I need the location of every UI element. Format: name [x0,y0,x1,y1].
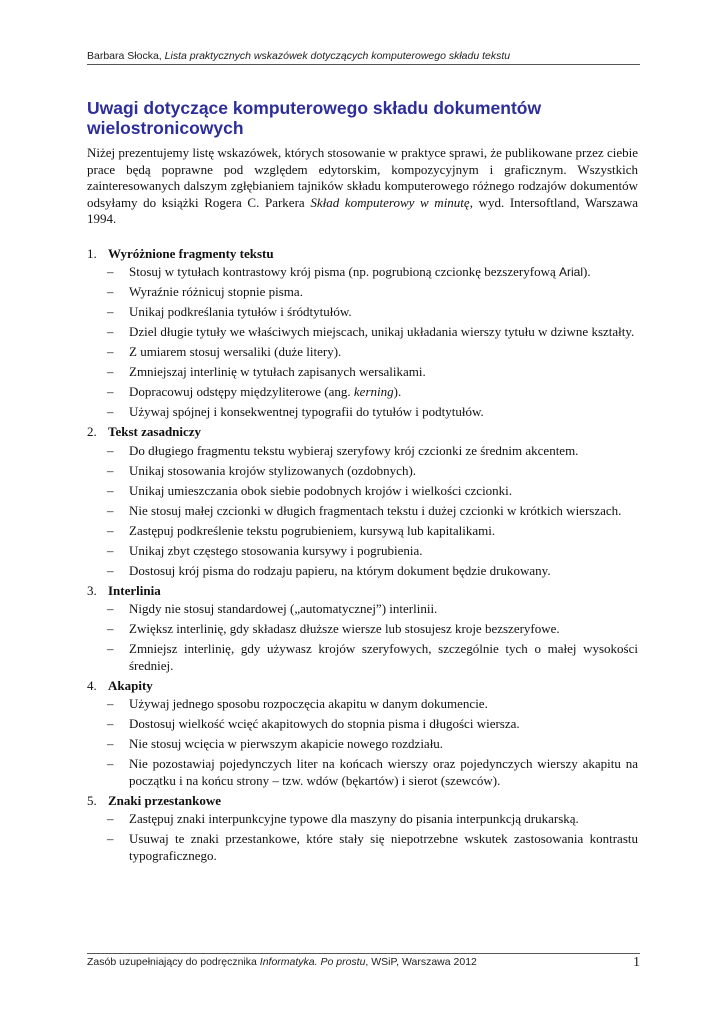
item-text: Używaj jednego sposobu rozpoczęcia akapitu w danym dokumencie. [129,696,488,711]
dash-bullet: – [107,284,114,299]
guidelines-list [87,246,638,865]
list-item [87,463,638,480]
section-heading [87,246,638,263]
item-text: Zastępuj znaki interpunkcyjne typowe dla maszyny do pisania interpunkcją drukarską. [129,811,579,826]
intro-text: Niżej prezentujemy listę wskazówek, których stosowanie w praktyce sprawi, że publikowane przez ciebie prace będą poprawne pod względem edytorskim, kompozycyjnym i graficznym. Wszystkich zainteresowanych dalszym zgłębianiem tajników składu komputerowego różnego rodzajów dokumentów odsyłamy do książki Rogera C. Parkera [87,145,638,210]
list-item [87,324,638,341]
list-item [87,696,638,713]
list-item [87,344,638,361]
list-item [87,443,638,460]
running-header [87,50,640,65]
item-text: Unikaj stosowania krojów stylizowanych (ozdobnych). [129,462,417,478]
dash-bullet: – [107,811,114,826]
item-font-example: Arial [558,265,583,279]
dash-bullet: – [107,344,114,359]
item-text: Dziel długie tytuły we właściwych miejscach, unikaj układania wierszy tytułu w dziwne kształty. [129,324,635,339]
item-text-end: ). [393,384,402,399]
page-number: 1 [633,955,640,970]
item-text: Zmniejszaj interlinię w tytułach zapisanych wersalikami. [129,364,426,379]
item-text: Zastępuj podkreślenie tekstu pogrubieniem, kursywą lub kapitalikami. [129,522,496,538]
list-item [87,716,638,733]
item-text: Stosuj w tytułach kontrastowy krój pisma (np. pogrubioną czcionkę bezszeryfową [129,264,559,279]
list-item [87,811,638,828]
guideline-section [87,246,638,421]
section-number: 4. [87,677,97,693]
dash-bullet: – [107,462,114,478]
dash-bullet: – [107,542,114,558]
dash-bullet: – [107,621,114,636]
list-item [87,641,638,674]
document-title: Uwagi dotyczące komputerowego składu dokumentów wielostronicowych [87,98,542,138]
guideline-section [87,678,638,790]
section-items [87,443,638,580]
intro-paragraph [87,145,638,228]
item-text: Nie stosuj małej czcionki w długich fragmentach tekstu i dużej czcionki w krótkich wierszach. [129,502,622,518]
list-item [87,621,638,638]
list-item [87,756,638,789]
guideline-section [87,793,638,865]
dash-bullet: – [107,831,114,846]
section-number: 5. [87,792,97,808]
section-title: Wyróżnione fragmenty tekstu [108,245,274,261]
list-item [87,304,638,321]
item-term: kerning [353,384,394,399]
list-item [87,364,638,381]
dash-bullet: – [107,641,114,656]
dash-bullet: – [107,716,114,731]
dash-bullet: – [107,502,114,518]
item-text: Do długiego fragmentu tekstu wybieraj szeryfowy krój czcionki ze średnim akcentem. [129,442,579,458]
footer-text-end: , WSiP, Warszawa 2012 [365,956,477,968]
footer-book-title: Informatyka. Po prostu [259,956,366,968]
item-text: Nie stosuj wcięcia w pierwszym akapicie nowego rozdziału. [129,736,444,751]
section-items [87,811,638,864]
dash-bullet: – [107,696,114,711]
item-text: Używaj spójnej i konsekwentnej typografii do tytułów i podtytułów. [129,404,484,419]
dash-bullet: – [107,736,114,751]
item-text: Usuwaj te znaki przestankowe, które stały się niepotrzebne wskutek zastosowania kontrastu typograficznego. [129,831,638,863]
section-heading [87,678,638,695]
item-text: Z umiarem stosuj wersaliki (duże litery). [129,344,342,359]
dash-bullet: – [107,562,114,578]
list-item [87,543,638,560]
list-item [87,523,638,540]
list-item [87,284,638,301]
item-text: Dostosuj krój pisma do rodzaju papieru, na którym dokument będzie drukowany. [129,562,551,578]
footer-text: Zasób uzupełniający do podręcznika [87,956,260,968]
section-items [87,601,638,674]
item-text: Wyraźnie różnicuj stopnie pisma. [129,284,303,299]
section-title: Tekst zasadniczy [108,424,202,439]
dash-bullet: – [107,324,114,339]
dash-bullet: – [107,404,114,419]
section-items [87,696,638,789]
section-title: Interlinia [108,582,161,598]
guideline-section [87,583,638,675]
item-text: Dopracowuj odstępy międzyliterowe (ang. [129,384,354,399]
intro-text-end: , wyd. Intersoftland, Warszawa 1994. [87,194,638,226]
list-item [87,264,638,281]
section-title: Znaki przestankowe [108,792,222,808]
list-item [87,384,638,401]
dash-bullet: – [107,442,114,458]
item-text-end: ). [583,264,591,279]
intro-book-title: Skład komputerowy w minutę [310,194,470,210]
item-text: Dostosuj wielkość wcięć akapitowych do stopnia pisma i długości wiersza. [129,716,520,731]
section-title: Akapity [108,677,153,693]
section-heading [87,424,638,441]
section-number: 1. [87,245,97,261]
list-item [87,404,638,421]
list-item [87,831,638,864]
dash-bullet: – [107,384,114,399]
document-body [87,145,638,868]
list-item [87,483,638,500]
running-footer [87,953,640,968]
list-item [87,503,638,520]
section-items [87,264,638,421]
item-text: Zwiększ interlinię, gdy składasz dłuższe wiersze lub stosujesz kroje bezszeryfowe. [129,621,560,636]
item-text: Unikaj umieszczania obok siebie podobnych krojów i wielkości czcionki. [129,482,513,498]
guideline-section [87,424,638,579]
item-text: Unikaj podkreślania tytułów i śródtytułów. [129,304,352,319]
item-text: Nie pozostawiaj pojedynczych liter na końcach wierszy oraz pojedynczych wierszy akapitu na początku i na końcu strony – tzw. wdów (bękartów) i sierot (szewców). [129,756,638,788]
dash-bullet: – [107,482,114,498]
dash-bullet: – [107,364,114,379]
section-number: 3. [87,582,97,598]
list-item [87,563,638,580]
section-number: 2. [87,424,97,439]
list-item [87,601,638,618]
section-heading [87,793,638,810]
dash-bullet: – [107,264,114,279]
list-item [87,736,638,753]
section-heading [87,583,638,600]
item-text: Nigdy nie stosuj standardowej („automatycznej”) interlinii. [129,601,438,616]
header-author: Barbara Słocka, [87,50,162,62]
dash-bullet: – [107,304,114,319]
dash-bullet: – [107,601,114,616]
item-text: Zmniejsz interlinię, gdy używasz krojów szeryfowych, szczególnie tych o małej wysokości średniej. [129,641,638,673]
dash-bullet: – [107,756,114,771]
header-title: Lista praktycznych wskazówek dotyczących komputerowego składu tekstu [164,50,511,62]
item-text: Unikaj zbyt częstego stosowania kursywy i pogrubienia. [129,542,423,558]
dash-bullet: – [107,522,114,538]
